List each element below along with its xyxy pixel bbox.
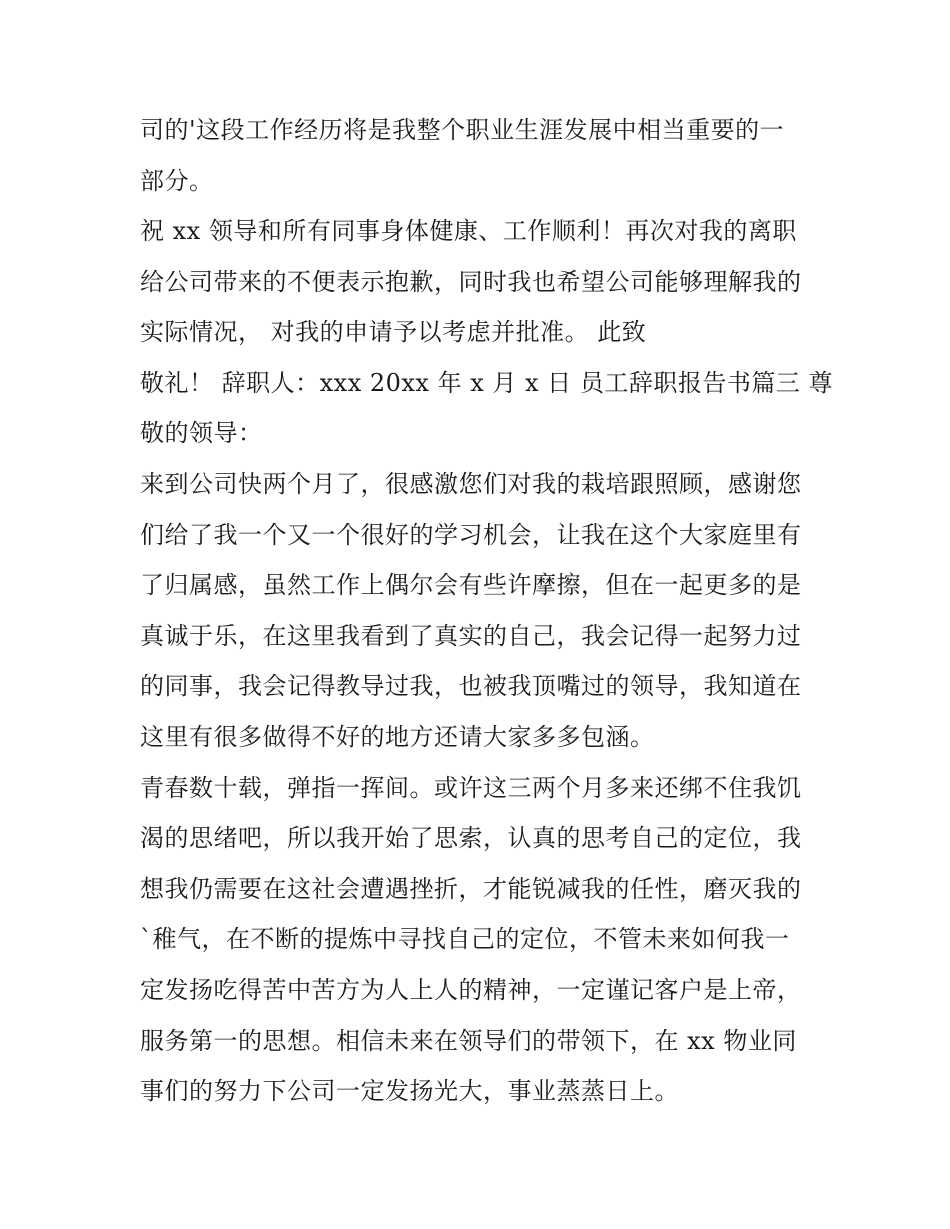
text-line: 这里有很多做得不好的地方还请大家多多包涵。	[140, 723, 655, 751]
text-line: `稚气，在不断的提炼中寻找自己的定位，不管未来如何我一	[140, 925, 790, 953]
text-line: 部分。	[140, 167, 214, 195]
text-line: 定发扬吃得苦中苦方为人上人的精神，一定谨记客户是上帝，	[140, 976, 802, 1004]
text-line: 实际情况， 对我的申请予以考虑并批准。 此致	[140, 318, 647, 346]
text-line: 服务第一的思想。相信未来在领导们的带领下，在 xx 物业同	[140, 1027, 797, 1055]
text-line: 给公司带来的不便表示抱歉，同时我也希望公司能够理解我的	[140, 268, 802, 296]
text-line: 司的'这段工作经历将是我整个职业生涯发展中相当重要的一	[140, 116, 785, 144]
text-line: 祝 xx 领导和所有同事身体健康、工作顺利！再次对我的离职	[140, 217, 797, 245]
text-line: 渴的思绪吧，所以我开始了思索，认真的思考自己的定位，我	[140, 824, 802, 852]
text-line: 真诚于乐，在这里我看到了真实的自己，我会记得一起努力过	[140, 622, 802, 650]
text-line: 事们的努力下公司一定发扬光大，事业蒸蒸日上。	[140, 1077, 679, 1105]
text-line: 来到公司快两个月了，很感激您们对我的栽培跟照顾，感谢您	[140, 470, 802, 498]
text-line: 的同事，我会记得教导过我，也被我顶嘴过的领导，我知道在	[140, 672, 802, 700]
text-line: 们给了我一个又一个很好的学习机会，让我在这个大家庭里有	[140, 521, 802, 549]
text-line: 青春数十载，弹指一挥间。或许这三两个月多来还绑不住我饥	[140, 774, 802, 802]
text-line: 敬的领导：	[140, 419, 263, 447]
text-line: 想我仍需要在这社会遭遇挫折，才能锐减我的任性，磨灭我的	[140, 875, 802, 903]
text-line: 了归属感，虽然工作上偶尔会有些许摩擦，但在一起更多的是	[140, 571, 802, 599]
text-line: 敬礼！ 辞职人：xxx 20xx 年 x 月 x 日 员工辞职报告书篇三 尊	[140, 369, 833, 397]
